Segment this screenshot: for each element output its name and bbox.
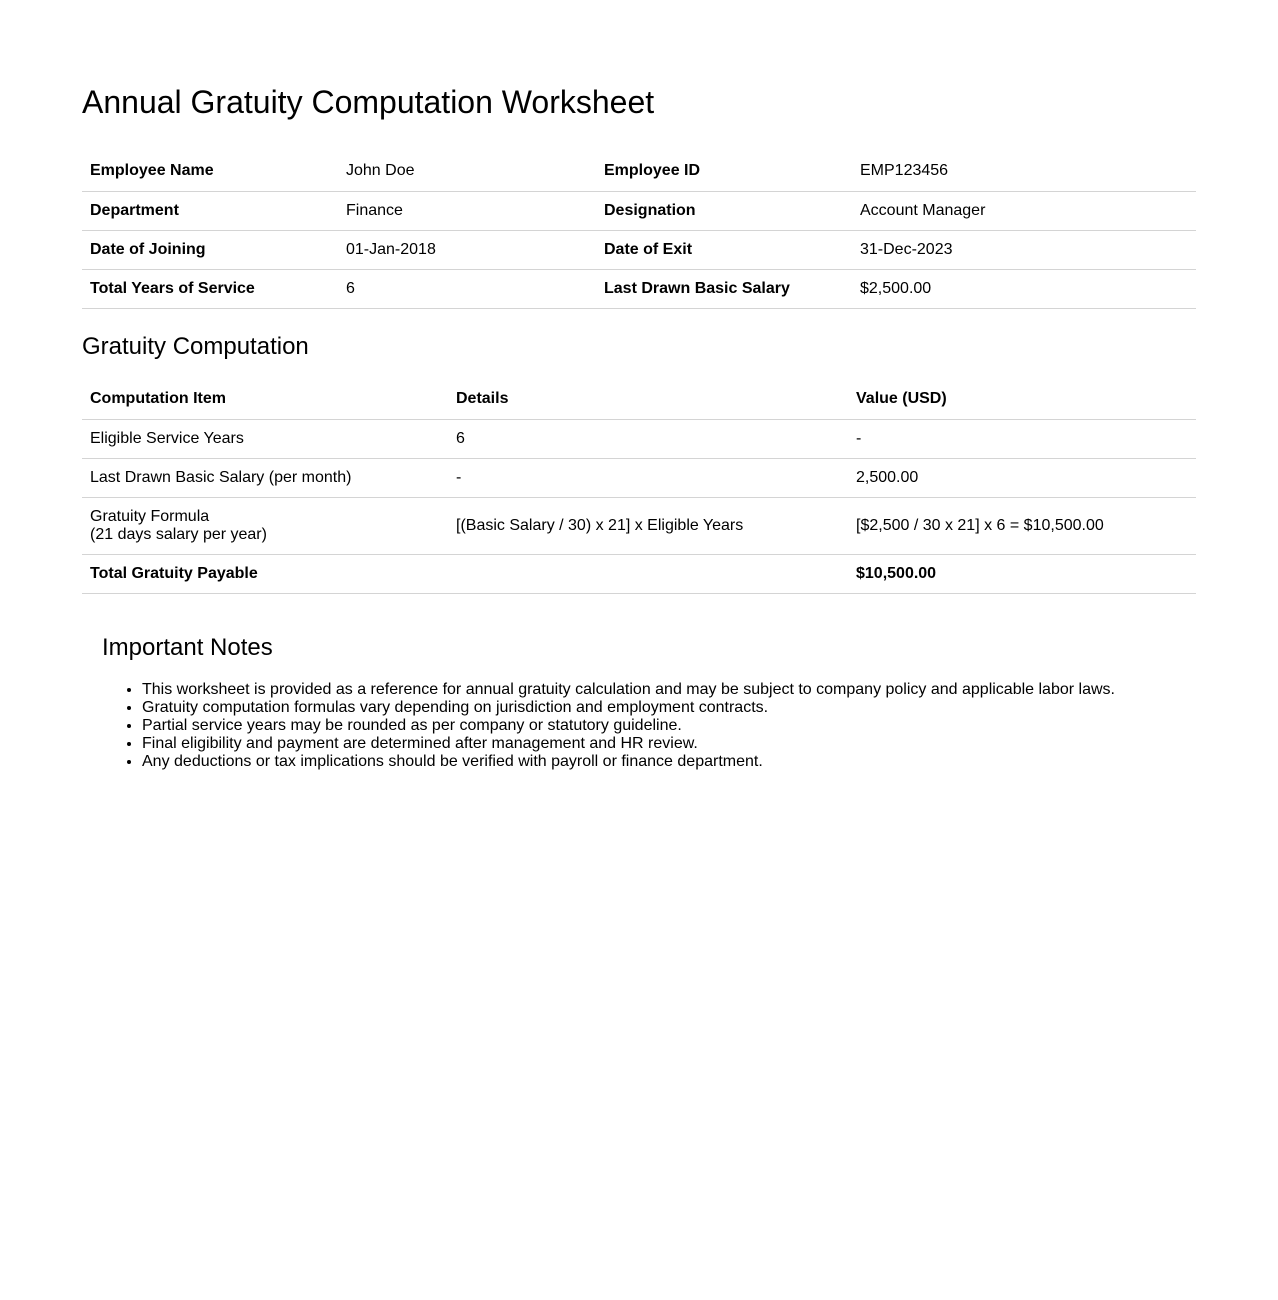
employee-id-label: Employee ID	[596, 152, 852, 191]
table-row	[82, 458, 1196, 497]
list-item: • Gratuity computation formulas vary depending on jurisdiction and employment contracts.	[142, 699, 1236, 717]
column-header-value: Value (USD)	[848, 380, 1196, 419]
computation-item-subtext: (21 days salary per year)	[90, 525, 267, 543]
date-of-joining-label: Date of Joining	[82, 230, 338, 269]
total-years-value: 6	[338, 269, 596, 308]
date-of-exit-label: Date of Exit	[596, 230, 852, 269]
computation-value: [$2,500 / 30 x 21] x 6 = $10,500.00	[848, 497, 1196, 554]
designation-value: Account Manager	[852, 191, 1196, 230]
employee-id-value: EMP123456	[852, 152, 1196, 191]
computation-value: -	[848, 419, 1196, 458]
date-of-joining-value: 01-Jan-2018	[338, 230, 596, 269]
computation-item: Last Drawn Basic Salary (per month)	[82, 458, 448, 497]
department-label: Department	[82, 191, 338, 230]
total-years-label: Total Years of Service	[82, 269, 338, 308]
designation-label: Designation	[596, 191, 852, 230]
table-header-row	[82, 380, 1196, 419]
page-title: Annual Gratuity Computation Worksheet	[82, 84, 655, 120]
table-row	[82, 269, 1196, 308]
computation-item-cell	[82, 497, 448, 554]
computation-heading: Gratuity Computation	[82, 333, 309, 360]
employee-info-table	[82, 152, 1196, 309]
column-header-item: Computation Item	[82, 380, 448, 419]
total-details	[448, 554, 848, 593]
table-row	[82, 191, 1196, 230]
list-item: • Partial service years may be rounded as per company or statutory guideline.	[142, 717, 1236, 735]
computation-table	[82, 380, 1196, 594]
list-item: • This worksheet is provided as a reference for annual gratuity calculation and may be subject to company policy and applicable labor laws.	[142, 681, 1236, 699]
notes-list	[102, 681, 1236, 771]
last-salary-label: Last Drawn Basic Salary	[596, 269, 852, 308]
list-item: • Final eligibility and payment are determined after management and HR review.	[142, 735, 1236, 753]
computation-item: Eligible Service Years	[82, 419, 448, 458]
computation-details: [(Basic Salary / 30) x 21] x Eligible Years	[448, 497, 848, 554]
column-header-details: Details	[448, 380, 848, 419]
date-of-exit-value: 31-Dec-2023	[852, 230, 1196, 269]
total-value: $10,500.00	[848, 554, 1196, 593]
list-item: • Any deductions or tax implications should be verified with payroll or finance department.	[142, 753, 1236, 771]
notes-heading: Important Notes	[102, 634, 273, 661]
department-value: Finance	[338, 191, 596, 230]
computation-value: 2,500.00	[848, 458, 1196, 497]
employee-name-value: John Doe	[338, 152, 596, 191]
total-label: Total Gratuity Payable	[82, 554, 448, 593]
table-row	[82, 419, 1196, 458]
table-row	[82, 152, 1196, 191]
table-row	[82, 230, 1196, 269]
last-salary-value: $2,500.00	[852, 269, 1196, 308]
total-row	[82, 554, 1196, 593]
computation-details: 6	[448, 419, 848, 458]
table-row	[82, 497, 1196, 554]
employee-name-label: Employee Name	[82, 152, 338, 191]
computation-details: -	[448, 458, 848, 497]
computation-item: Gratuity Formula	[90, 507, 210, 525]
